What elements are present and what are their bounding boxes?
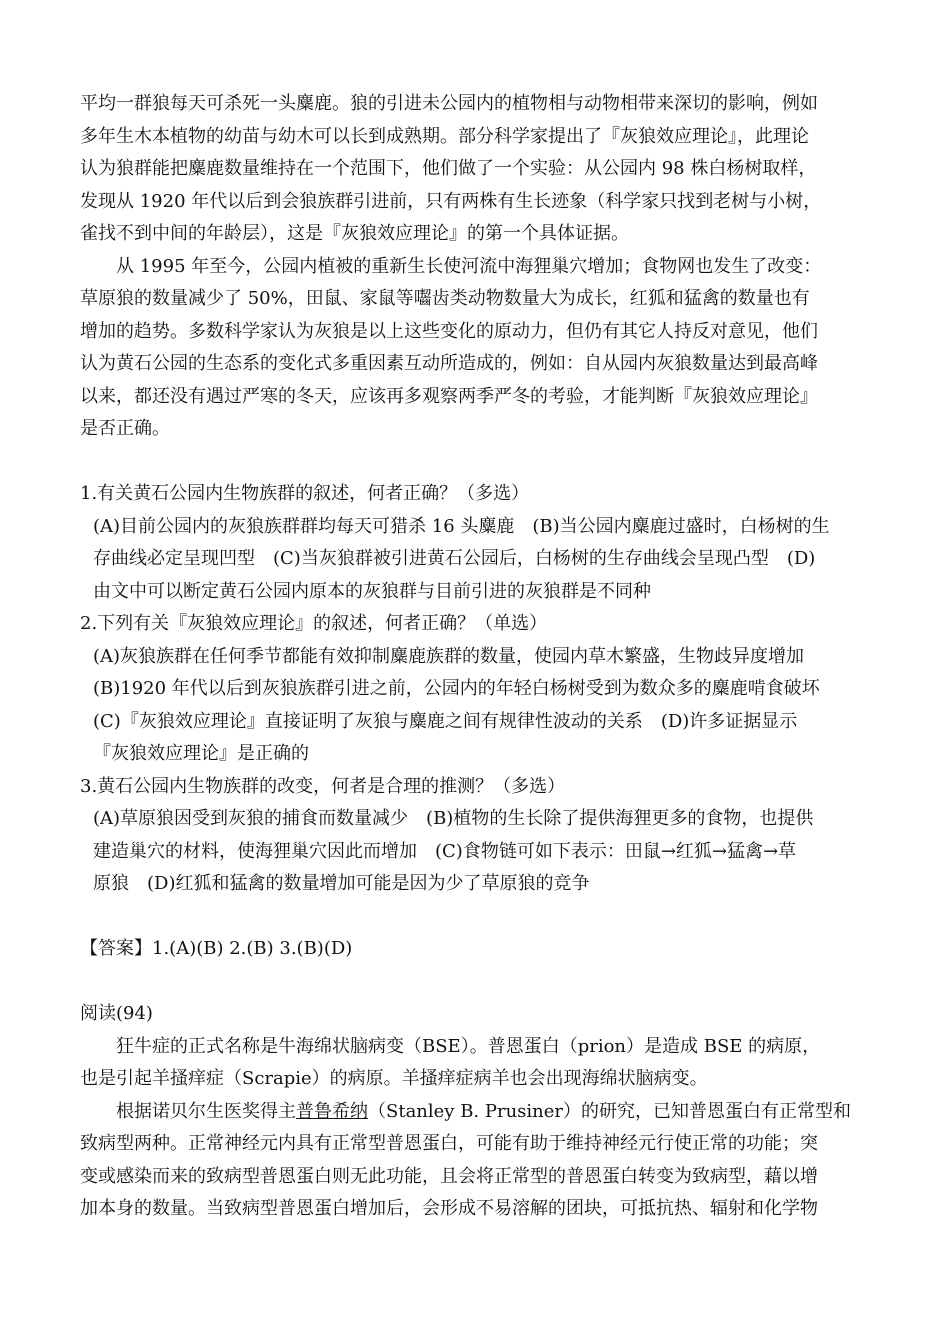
question-options: 由文中可以断定黄石公园内原本的灰狼群与目前引进的灰狼群是不同种 — [93, 580, 651, 602]
text-segment: 根据诺贝尔生医奖得主 — [116, 1100, 296, 1122]
blank-line — [80, 901, 870, 934]
text-line: 也是引起羊搔痒症（Scrapie）的病原。羊搔痒症病羊也会出现海绵状脑病变。 — [80, 1068, 708, 1089]
question-stem: 3.黄石公园内生物族群的改变，何者是合理的推测？（多选） — [80, 775, 566, 797]
question-stem: 1.有关黄石公园内生物族群的叙述，何者正确？（多选） — [80, 483, 530, 504]
paragraph-2 — [80, 251, 870, 446]
question-2 — [80, 608, 870, 771]
document-page — [80, 88, 870, 1226]
text-line: 草原狼的数量减少了 50%，田鼠、家鼠等囓齿类动物数量大为成长，红狐和猛禽的数量也有 — [80, 288, 810, 309]
question-options: (A)草原狼因受到灰狼的捕食而数量减少 (B)植物的生长除了提供海狸更多的食物，也提供 — [93, 808, 814, 829]
text-line: 认为黄石公园的生态系的变化式多重因素互动所造成的，例如：自从园内灰狼数量达到最高峰 — [80, 353, 818, 374]
blank-line — [80, 966, 870, 999]
text-line: 变或感染而来的致病型普恩蛋白则无此功能，且会将正常型的普恩蛋白转变为致病型，藉以增 — [80, 1165, 818, 1187]
text-line: 致病型两种。正常神经元内具有正常型普恩蛋白，可能有助于维持神经元行使正常的功能；突 — [80, 1133, 818, 1154]
reading-title: 阅读(94) — [80, 1003, 153, 1024]
blank-line — [80, 446, 870, 479]
text-line: 平均一群狼每天可杀死一头麋鹿。狼的引进未公园内的植物相与动物相带来深切的影响，例如 — [80, 93, 818, 114]
question-options: (B)1920 年代以后到灰狼族群引进之前，公园内的年轻白杨树受到为数众多的麋鹿啃食破坏 — [93, 678, 820, 699]
text-line — [80, 1096, 870, 1129]
paragraph-3 — [80, 1031, 870, 1096]
question-stem: 2.下列有关『灰狼效应理论』的叙述，何者正确？（单选） — [80, 613, 548, 634]
text-line: 认为狼群能把麋鹿数量维持在一个范围下，他们做了一个实验：从公园内 98 株白杨树取样， — [80, 158, 817, 179]
question-options: 存曲线必定呈现凹型 (C)当灰狼群被引进黄石公园后，白杨树的生存曲线会呈现凸型 (D) — [93, 548, 816, 569]
question-options: 『灰狼效应理论』是正确的 — [93, 743, 309, 764]
text-line: 是否正确。 — [80, 418, 170, 439]
text-line: 以来，都还没有遇过严寒的冬天，应该再多观察两季严冬的考验，才能判断『灰狼效应理论』 — [80, 385, 818, 407]
question-options: (C)『灰狼效应理论』直接证明了灰狼与麋鹿之间有规律性波动的关系 (D)许多证据显示 — [93, 710, 798, 732]
text-line: 多年生木本植物的幼苗与幼木可以长到成熟期。部分科学家提出了『灰狼效应理论』，此理论 — [80, 125, 809, 147]
question-options: (A)目前公园内的灰狼族群群均每天可猎杀 16 头麋鹿 (B)当公园内麋鹿过盛时，白杨树的生 — [93, 515, 830, 537]
question-options: (A)灰狼族群在任何季节都能有效抑制麋鹿族群的数量，使园内草木繁盛，生物歧异度增加 — [93, 645, 805, 667]
text-line: 从 1995 年至今，公园内植被的重新生长使河流中海狸巢穴增加；食物网也发生了改变： — [116, 255, 822, 277]
text-line: 发现从 1920 年代以后到会狼族群引进前，只有两株有生长迹象（科学家只找到老树与小树， — [80, 190, 822, 212]
question-options: 原狼 (D)红狐和猛禽的数量增加可能是因为少了草原狼的竞争 — [93, 873, 590, 894]
text-segment: （Stanley B. Prusiner）的研究，已知普恩蛋白有正常型和 — [368, 1100, 852, 1122]
text-line: 增加的趋势。多数科学家认为灰狼是以上这些变化的原动力，但仍有其它人持反对意见，他们 — [80, 320, 818, 342]
text-line: 狂牛症的正式名称是牛海绵状脑病变（BSE）。普恩蛋白（prion）是造成 BSE 的病原， — [116, 1035, 821, 1057]
question-1 — [80, 478, 870, 608]
text-line: 加本身的数量。当致病型普恩蛋白增加后，会形成不易溶解的团块，可抵抗热、辐射和化学物 — [80, 1198, 818, 1219]
scientist-name-link[interactable]: 普鲁希纳 — [296, 1100, 368, 1122]
question-3 — [80, 771, 870, 901]
question-options: 建造巢穴的材料，使海狸巢穴因此而增加 (C)食物链可如下表示：田鼠→红狐→猛禽→草 — [93, 840, 797, 862]
paragraph-1 — [80, 88, 870, 251]
answer-key: 【答案】1.(A)(B) 2.(B) 3.(B)(D) — [80, 938, 353, 959]
text-line: 雀找不到中间的年龄层），这是『灰狼效应理论』的第一个具体证据。 — [80, 223, 629, 244]
paragraph-4 — [80, 1096, 870, 1226]
